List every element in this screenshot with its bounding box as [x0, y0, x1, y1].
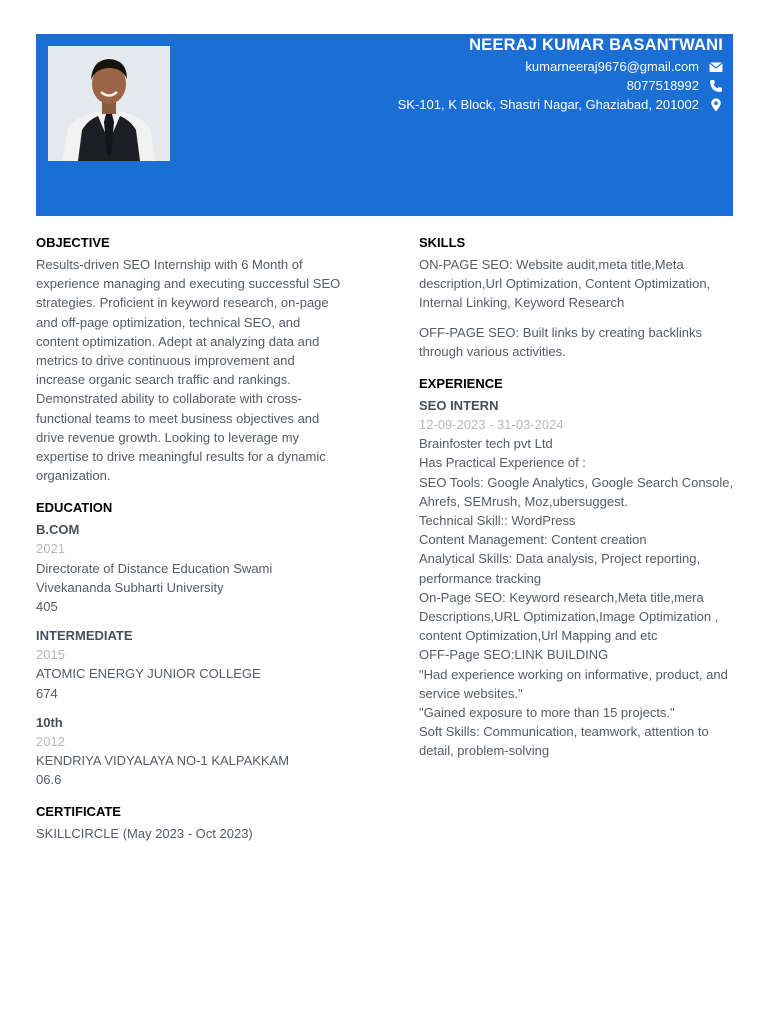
education-item — [36, 520, 346, 616]
envelope-icon — [709, 60, 723, 74]
education-degree: 10th — [36, 714, 63, 730]
education-score: 405 — [36, 599, 58, 615]
education-item — [36, 626, 346, 703]
right-column — [419, 234, 739, 775]
skill-item: ON-PAGE SEO: Website audit,meta title,Meta description,Url Optimization, Content Optimization, Internal Linking, Keyword Research — [419, 257, 711, 311]
education-year: 2012 — [36, 733, 65, 749]
education-institution: KENDRIYA VIDYALAYA NO-1 KALPAKKAM — [36, 753, 290, 769]
experience-role: SEO INTERN — [419, 398, 499, 414]
objective-heading: OBJECTIVE — [36, 235, 110, 250]
experience-line: Has Practical Experience of : — [419, 455, 586, 471]
location-pin-icon — [709, 98, 723, 112]
experience-line: On-Page SEO: Keyword research,Meta title,mera Descriptions,URL Optimization,Image Optimization , content Optimization,Url Mapping and etc — [419, 589, 719, 644]
education-year: 2015 — [36, 647, 65, 663]
education-section — [36, 499, 346, 789]
experience-section — [419, 375, 739, 761]
experience-line: Content Management: Content creation — [419, 532, 647, 548]
experience-heading: EXPERIENCE — [419, 376, 503, 392]
address-row — [398, 97, 723, 112]
candidate-name: NEERAJ KUMAR BASANTWANI — [469, 36, 723, 54]
education-score: 06.6 — [36, 772, 62, 788]
education-item — [36, 713, 346, 790]
experience-line: Brainfoster tech pvt Ltd — [419, 436, 553, 452]
profile-photo-image — [48, 46, 170, 161]
experience-dates: 12-09-2023 - 31-03-2024 — [419, 417, 564, 433]
skills-heading: SKILLS — [419, 235, 466, 250]
experience-line: Technical Skill:: WordPress — [419, 513, 576, 529]
education-degree: INTERMEDIATE — [36, 628, 133, 644]
phone-text[interactable]: 8077518992 — [626, 78, 699, 93]
education-year: 2021 — [36, 541, 65, 557]
phone-row — [627, 78, 723, 93]
education-heading: EDUCATION — [36, 500, 113, 516]
experience-line: Analytical Skills: Data analysis, Project reporting, performance tracking — [419, 551, 701, 586]
certificate-text: SKILLCIRCLE (May 2023 - Oct 2023) — [36, 826, 253, 842]
education-institution: Directorate of Distance Education Swami Vivekananda Subharti University — [36, 560, 273, 595]
education-institution: ATOMIC ENERGY JUNIOR COLLEGE — [36, 666, 261, 682]
phone-icon — [709, 79, 723, 93]
objective-section — [36, 234, 346, 485]
experience-line: Soft Skills: Communication, teamwork, attention to detail, problem-solving — [419, 724, 709, 759]
experience-line: OFF-Page SEO:LINK BUILDING — [419, 647, 609, 663]
objective-text: Results-driven SEO Internship with 6 Month of experience managing and executing successful SEO strategies. Proficient in keyword research, on-page and off-page optimization, technical SEO, and content optimization. Adept at analyzing data and metrics to drive continuous improvement and increase organic search traffic and rankings. Demonstrated ability to collaborate with cross-functional teams to meet business objectives and drive revenue growth. Looking to leverage my expertise to drive meaningful results for a dynamic organization. — [36, 257, 341, 484]
experience-line: "Had experience working on informative, product, and service websites." — [419, 666, 728, 701]
address-text: SK-101, K Block, Shastri Nagar, Ghaziabad, 201002 — [397, 97, 699, 112]
skill-item: OFF-PAGE SEO: Built links by creating backlinks through various activities. — [419, 324, 702, 359]
header-banner — [36, 34, 733, 216]
left-column — [36, 234, 346, 858]
education-score: 674 — [36, 685, 58, 701]
education-degree: B.COM — [36, 522, 80, 538]
experience-line: "Gained exposure to more than 15 projects." — [419, 705, 675, 721]
email-row — [525, 59, 723, 74]
certificate-section — [36, 803, 346, 843]
profile-photo — [48, 46, 170, 161]
skills-section — [419, 234, 739, 361]
certificate-heading: CERTIFICATE — [36, 804, 121, 820]
experience-line: SEO Tools: Google Analytics, Google Search Console, Ahrefs, SEMrush, Moz,ubersuggest. — [419, 474, 734, 509]
email-text[interactable]: kumarneeraj9676@gmail.com — [525, 59, 699, 74]
